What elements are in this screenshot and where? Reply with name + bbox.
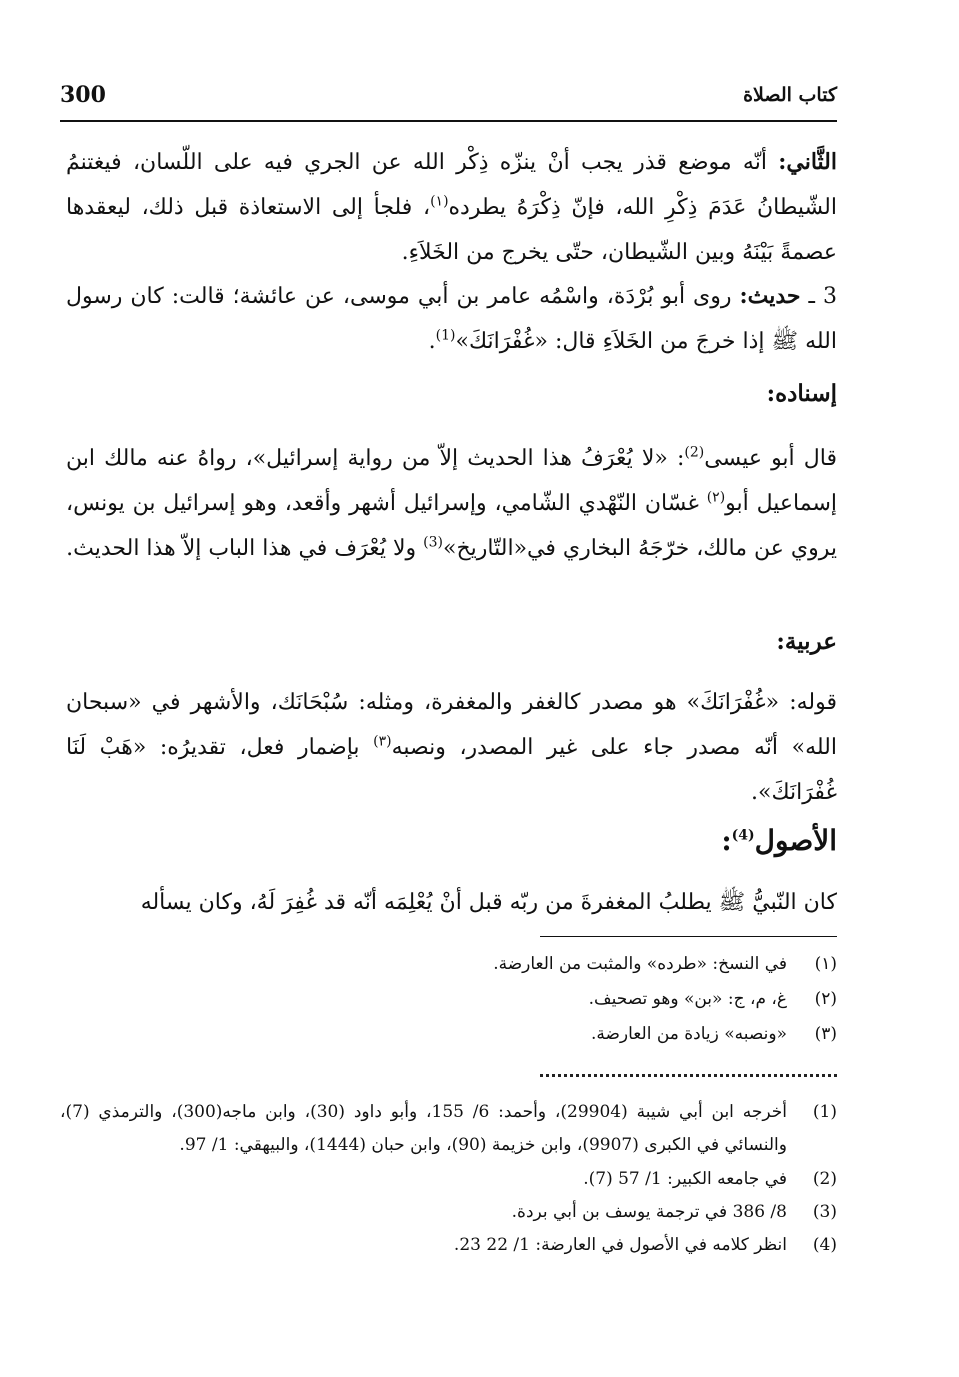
- paragraph-lead: حديث:: [739, 283, 801, 309]
- footnote-ref: (3): [423, 534, 443, 551]
- footnote-number: (٣): [814, 1024, 837, 1044]
- footnote-text: غ، م، ج: «بن» وهو تصحيف.: [588, 989, 787, 1009]
- section-heading-isnad: إسناده:: [766, 380, 837, 407]
- paragraph-second-reason: [66, 140, 837, 275]
- footnote-ref: (٣): [373, 733, 392, 750]
- footnote-ref: (1): [435, 327, 456, 344]
- footnote-number: (2): [812, 1169, 837, 1189]
- footnote: [60, 948, 837, 981]
- footnote-text: في النسخ: «طرده» والمثبت من العارضة.: [493, 954, 787, 974]
- footnote-rule: [540, 936, 837, 937]
- section-heading-usul: [721, 824, 837, 857]
- footnote: [60, 1163, 837, 1196]
- paragraph-text: ولا يُعْرَف في هذا الباب إلاّ هذا الحديث.: [66, 536, 424, 561]
- footnote: [60, 983, 837, 1016]
- footnote: [60, 1229, 837, 1262]
- hadith-number: 3 ـ: [808, 284, 837, 309]
- footnote-text: انظر كلامه في الأصول في العارضة: 1/ 22 23.: [453, 1235, 787, 1255]
- running-title: كتاب الصلاة: [743, 84, 837, 106]
- paragraph-isnad: [66, 436, 837, 571]
- footnote-text: في جامعه الكبير: 1/ 57 (7).: [583, 1169, 787, 1189]
- footnote: [60, 1018, 837, 1051]
- heading-colon: :: [721, 824, 732, 857]
- paragraph-text: أنّه موضع قذر يجب أنْ ينزّه ذِكْر الله عن الجري فيه على اللّسان، فيغتنمُ الشّيطانُ عَدَمَ ذِكْرِ الله، فإنّ ذِكْرَهُ يطرده: [66, 150, 837, 220]
- footnote-number: (4): [812, 1235, 837, 1255]
- header-rule: [60, 120, 837, 122]
- section-heading-arabiyya: عربية:: [776, 628, 837, 655]
- paragraph-arabiyya: [66, 680, 837, 815]
- paragraph-text: ، فلجأ إلى الاستعاذة قبل ذلك، ليعقدها عصمةً بَيْنَهُ وبين الشّيطان، حتّى يخرج من الخَلاَءِ.: [66, 195, 837, 265]
- footnote-ref: (٢): [706, 489, 726, 506]
- footnote-text: 8/ 386 في ترجمة يوسف بن أبي بردة.: [511, 1202, 787, 1222]
- footnote-text: «ونصبه» زيادة من العارضة.: [590, 1024, 787, 1044]
- footnote-ref: (4): [731, 827, 755, 844]
- footnote-number: (1): [812, 1102, 837, 1122]
- footnote-number: (3): [812, 1202, 837, 1222]
- footnote: [60, 1096, 837, 1162]
- paragraph-text: : «لا يُعْرَفُ هذا الحديث إلاّ من رواية إسرائيل»، رواهُ عنه مالك ابن إسماعيل أبو: [66, 446, 837, 516]
- paragraph-lead: الثَّاني:: [778, 149, 837, 175]
- paragraph-text: قال أبو عيسى: [704, 446, 837, 471]
- heading-text: الأصول: [754, 824, 837, 857]
- paragraph-text: بإضمار فعل، تقديرُه: «هَبْ لَنَا غُفْرَانَكَ».: [66, 735, 837, 805]
- paragraph-text: .: [428, 329, 436, 354]
- footnote-ref: (2): [684, 444, 705, 461]
- footnote-number: (٢): [814, 989, 837, 1009]
- paragraph-hadith: [66, 274, 837, 364]
- paragraph-text: قوله: «غُفْرَانَكَ» هو مصدر كالغفر والمغفرة، ومثله: سُبْحَانَك، والأشهر في «سبحان الله» أنّه مصدر جاء على غير المصدر، ونصبه: [66, 690, 837, 760]
- footnote-text: أخرجه ابن أبي شيبة (29904)، وأحمد: 6/ 155، وأبو داود (30)، وابن ماجه(300)، والترمذي (7)، والنسائي في الكبرى (9907)، وابن خزيمة (90)، وابن حبان (1444)، والبيهقي: 1/ 97.: [60, 1102, 787, 1155]
- paragraph-usul: كان النّبيُّ ﷺ يطلبُ المغفرةَ من ربّه قبل أنْ يُعْلِمَه أنّه قد غُفِرَ لَهُ، وكان يسأله: [140, 890, 837, 915]
- footnote-number: (١): [814, 954, 837, 974]
- paragraph-text: غسّان النّهْدي الشّامي، وإسرائيل أشهر وأقعد، وهو إسرائيل بن يونس، يروي عن مالك، خرّجَهُ البخاري في«التّاريخ»: [66, 491, 837, 561]
- page-number: 300: [60, 82, 106, 108]
- page-header: [60, 82, 837, 118]
- footnote-ref: (١): [430, 193, 449, 210]
- paragraph-text: روى أبو بُرْدَة، واسْمُه عامر بن أبي موسى، عن عائشة؛ قالت: كان رسول الله ﷺ إذا خرجَ من الخَلاَءِ قال: «غُفْرَانَكَ»: [66, 284, 837, 354]
- dotted-separator: [540, 1074, 837, 1077]
- footnote: [60, 1196, 837, 1229]
